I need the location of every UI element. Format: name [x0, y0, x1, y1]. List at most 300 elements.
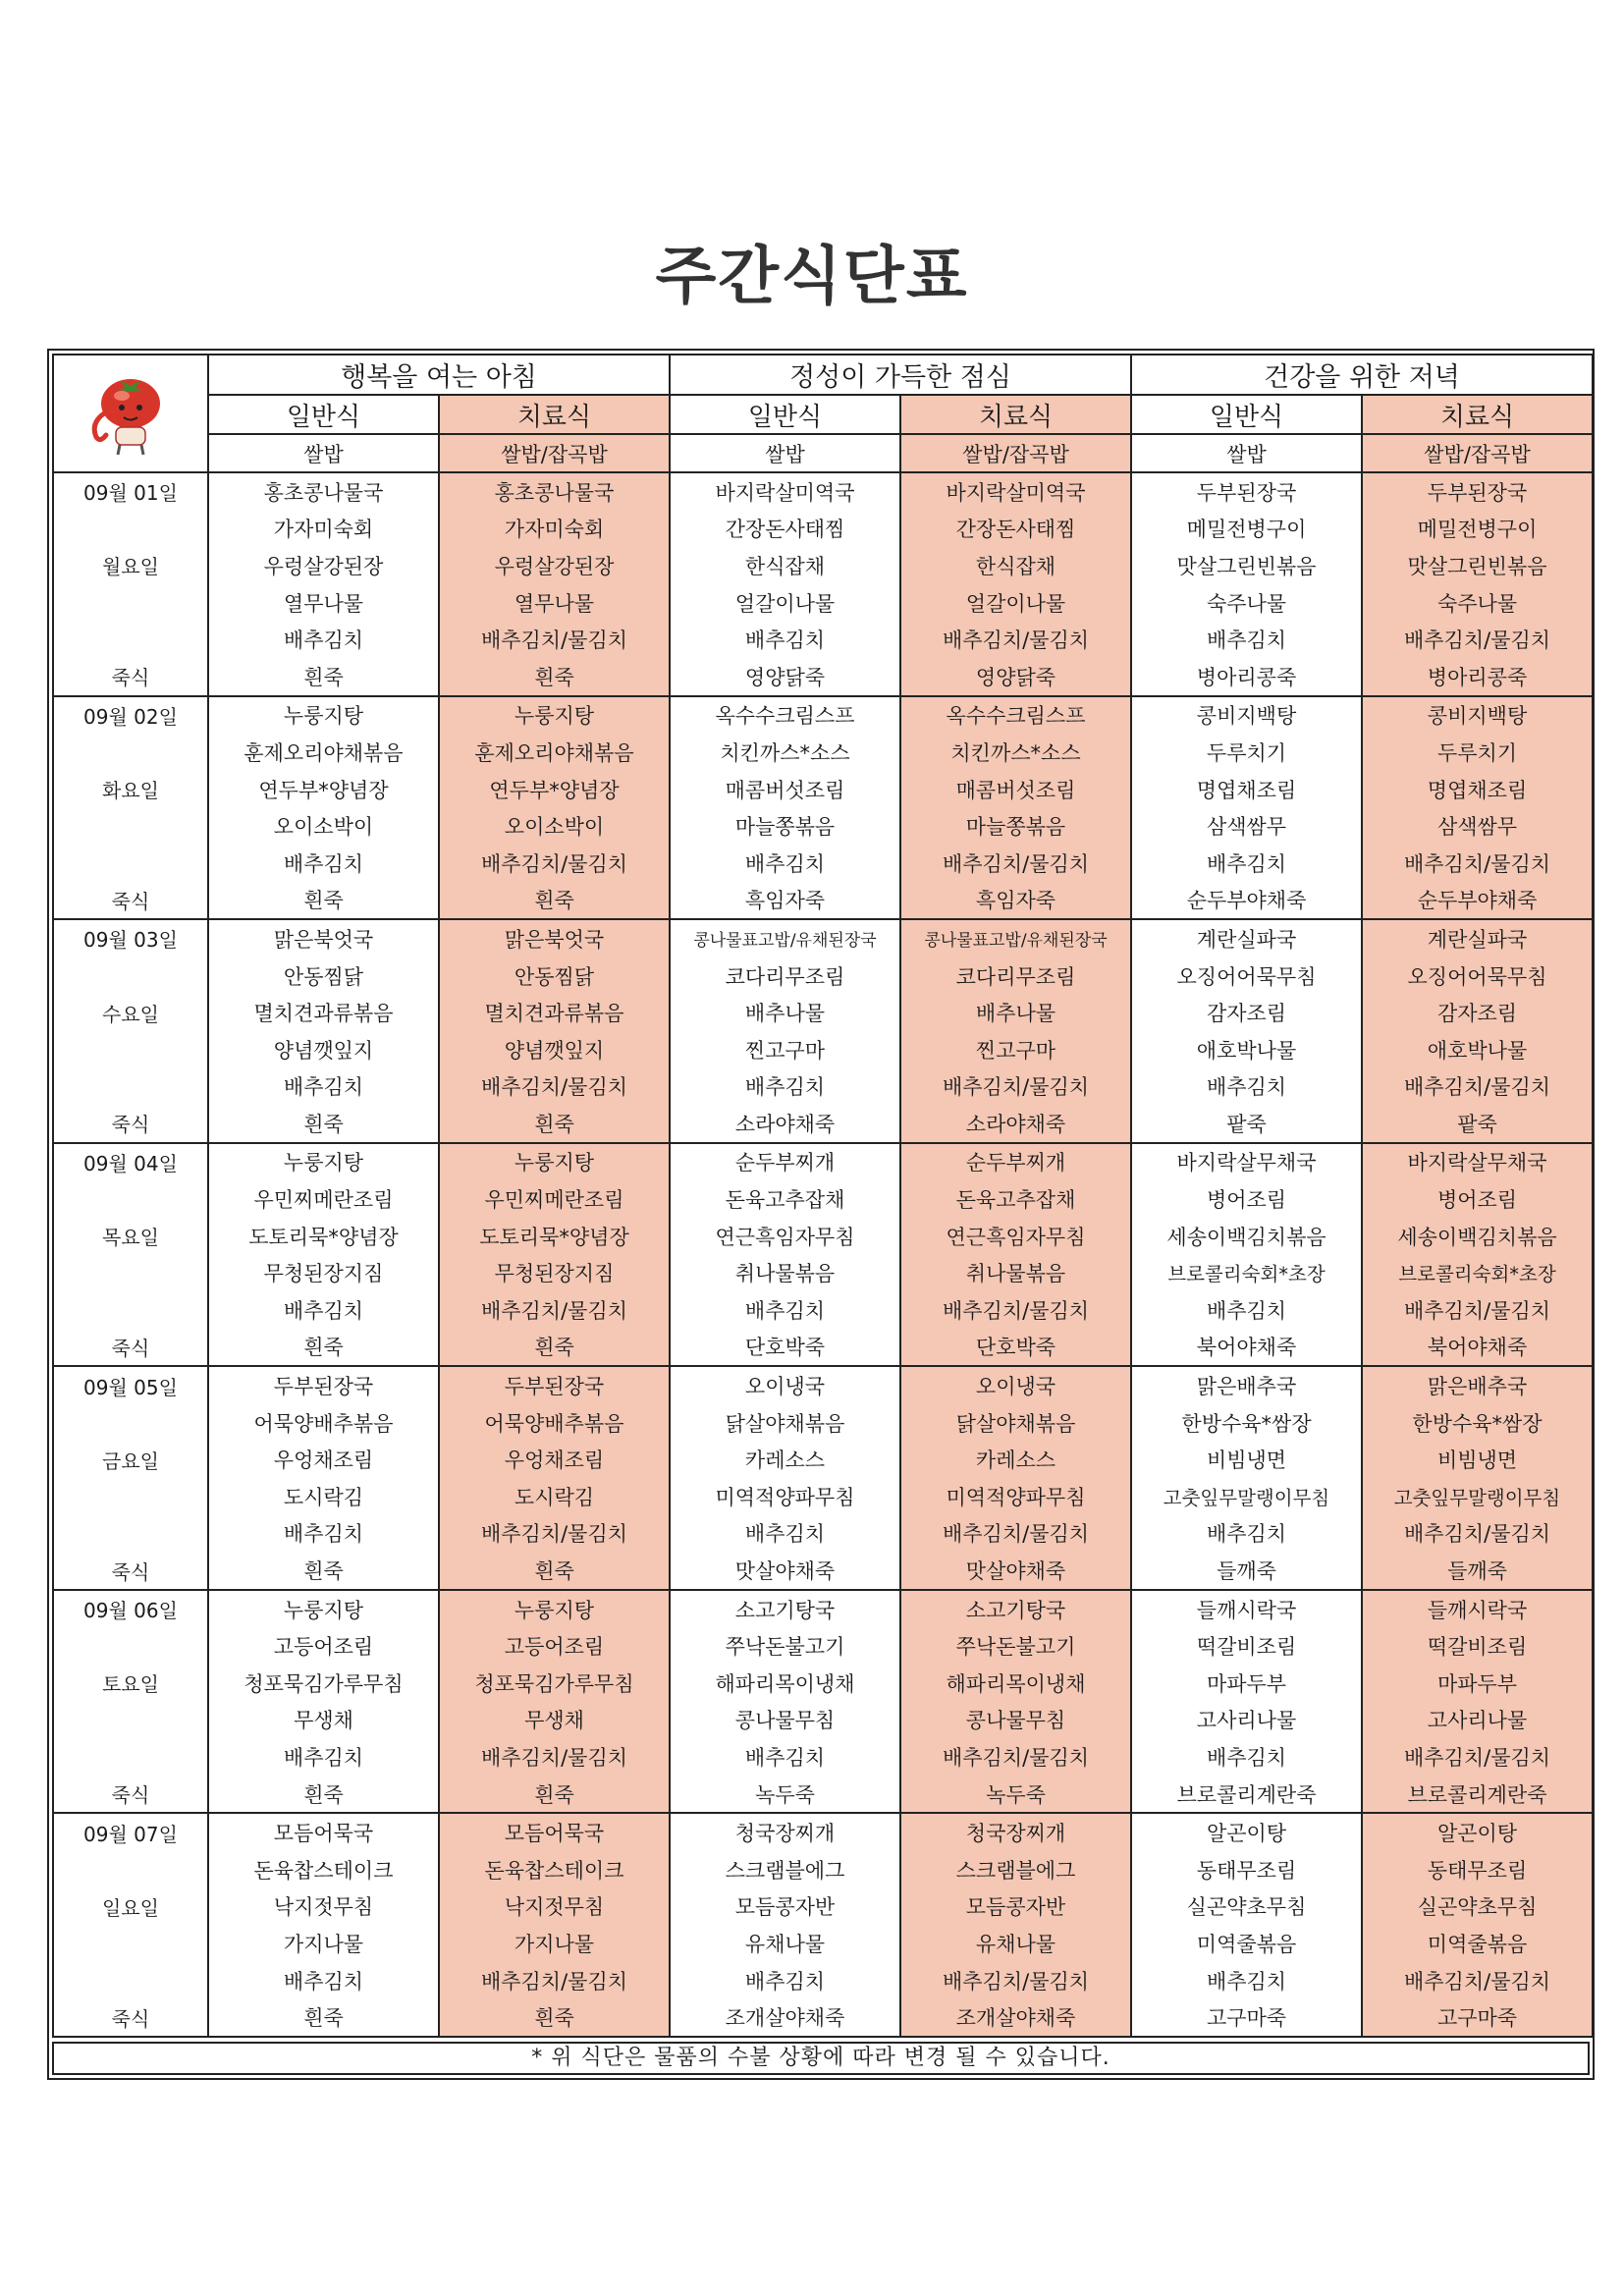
menu-item: 영양닭죽	[900, 658, 1131, 696]
menu-item: 배추김치/물김치	[439, 621, 670, 658]
menu-item: 북어야채죽	[1131, 1329, 1362, 1367]
date-cell-empty	[53, 1404, 208, 1442]
menu-item: 배추김치/물김치	[900, 1291, 1131, 1329]
menu-item: 모듬콩자반	[900, 1888, 1131, 1926]
date-cell-empty	[53, 1254, 208, 1291]
menu-row	[53, 1515, 1593, 1553]
date-cell-empty	[53, 511, 208, 548]
menu-item: 마파두부	[1131, 1665, 1362, 1702]
menu-row	[53, 584, 1593, 622]
menu-item: 브로콜리계란죽	[1362, 1776, 1593, 1814]
menu-row	[53, 1366, 1593, 1404]
menu-item: 배추김치/물김치	[1362, 1738, 1593, 1776]
menu-item: 양념깻잎지	[208, 1031, 439, 1068]
menu-item: 찐고구마	[900, 1031, 1131, 1068]
menu-item: 계란실파국	[1131, 919, 1362, 957]
menu-item: 매콤버섯조림	[670, 771, 900, 808]
menu-item: 배추김치/물김치	[900, 1068, 1131, 1106]
menu-item: 맑은북엇국	[439, 919, 670, 957]
date-cell-empty	[53, 1962, 208, 1999]
menu-item: 무청된장지짐	[439, 1254, 670, 1291]
menu-item: 북어야채죽	[1362, 1329, 1593, 1367]
menu-item: 맛살그린빈볶음	[1131, 547, 1362, 584]
menu-item: 흰죽	[208, 658, 439, 696]
menu-item: 세송이백김치볶음	[1362, 1218, 1593, 1255]
menu-item: 스크램블에그	[900, 1851, 1131, 1888]
menu-item: 배추김치/물김치	[1362, 1291, 1593, 1329]
porridge-label: 죽식	[53, 1329, 208, 1367]
menu-item: 브로콜리계란죽	[1131, 1776, 1362, 1814]
dinner-therapy-rice: 쌀밥/잡곡밥	[1362, 434, 1593, 472]
menu-item: 숙주나물	[1362, 584, 1593, 622]
menu-item: 메밀전병구이	[1131, 511, 1362, 548]
menu-item: 두루치기	[1362, 734, 1593, 771]
date-cell-empty	[53, 1515, 208, 1553]
date-cell-empty	[53, 1851, 208, 1888]
menu-item: 누룽지탕	[208, 696, 439, 735]
menu-row	[53, 1441, 1593, 1478]
menu-item: 배추김치/물김치	[900, 1738, 1131, 1776]
menu-item: 콩나물표고밥/유채된장국	[670, 919, 900, 957]
menu-item: 무생채	[208, 1702, 439, 1739]
menu-item: 팥죽	[1362, 1105, 1593, 1143]
menu-item: 돈육고추잡채	[900, 1180, 1131, 1218]
menu-item: 흑임자죽	[670, 882, 900, 920]
menu-item: 배추김치	[208, 1738, 439, 1776]
menu-item: 코다리무조림	[900, 957, 1131, 995]
date-cell-empty	[53, 1031, 208, 1068]
date-cell-empty	[53, 1180, 208, 1218]
menu-item: 흰죽	[439, 882, 670, 920]
menu-row	[53, 1068, 1593, 1106]
menu-item: 마늘쫑볶음	[670, 807, 900, 845]
menu-item: 도시락김	[439, 1478, 670, 1515]
menu-item: 무생채	[439, 1702, 670, 1739]
day-block	[53, 1590, 1593, 1814]
breakfast-therapy-rice: 쌀밥/잡곡밥	[439, 434, 670, 472]
menu-item: 가지나물	[208, 1925, 439, 1962]
menu-item: 배추김치	[670, 1738, 900, 1776]
menu-item: 배추김치	[1131, 1738, 1362, 1776]
menu-row	[53, 547, 1593, 584]
menu-item: 흰죽	[208, 1998, 439, 2037]
menu-row	[53, 1254, 1593, 1291]
menu-item: 배추김치/물김치	[900, 845, 1131, 882]
menu-item: 매콤버섯조림	[900, 771, 1131, 808]
menu-item: 브로콜리숙회*초장	[1131, 1254, 1362, 1291]
menu-item: 홍초콩나물국	[208, 472, 439, 511]
menu-item: 고등어조림	[208, 1627, 439, 1665]
menu-item: 오징어어묵무침	[1362, 957, 1593, 995]
menu-item: 배추김치/물김치	[439, 1068, 670, 1106]
menu-item: 고등어조림	[439, 1627, 670, 1665]
menu-item: 누룽지탕	[439, 1143, 670, 1181]
menu-item: 낙지젓무침	[208, 1888, 439, 1926]
menu-item: 연근흑임자무침	[670, 1218, 900, 1255]
menu-item: 조개살야채죽	[670, 1998, 900, 2037]
breakfast-general-header: 일반식	[208, 395, 439, 434]
menu-item: 도시락김	[208, 1478, 439, 1515]
day-date: 09월 06일	[53, 1590, 208, 1628]
date-cell-empty	[53, 584, 208, 622]
menu-item: 삼색쌈무	[1131, 807, 1362, 845]
menu-item: 무청된장지짐	[208, 1254, 439, 1291]
menu-item: 두부된장국	[208, 1366, 439, 1404]
day-block	[53, 1143, 1593, 1367]
tomato-mascot-icon	[77, 364, 185, 459]
menu-row	[53, 1851, 1593, 1888]
menu-item: 바지락살무채국	[1131, 1143, 1362, 1181]
menu-item: 안동찜닭	[208, 957, 439, 995]
lunch-therapy-rice: 쌀밥/잡곡밥	[900, 434, 1131, 472]
menu-item: 들깨죽	[1362, 1552, 1593, 1590]
menu-item: 누룽지탕	[208, 1590, 439, 1628]
menu-item: 소라야채죽	[900, 1105, 1131, 1143]
porridge-label: 죽식	[53, 1105, 208, 1143]
menu-item: 명엽채조림	[1131, 771, 1362, 808]
date-cell-empty	[53, 1291, 208, 1329]
menu-item: 병어조림	[1131, 1180, 1362, 1218]
menu-item: 메밀전병구이	[1362, 511, 1593, 548]
menu-item: 도토리묵*양념장	[208, 1218, 439, 1255]
menu-item: 배추김치	[208, 621, 439, 658]
menu-item: 치킨까스*소스	[670, 734, 900, 771]
menu-item: 숙주나물	[1131, 584, 1362, 622]
menu-item: 명엽채조림	[1362, 771, 1593, 808]
menu-row	[53, 1702, 1593, 1739]
menu-item: 흰죽	[208, 882, 439, 920]
menu-item: 흰죽	[439, 1329, 670, 1367]
menu-item: 배추김치/물김치	[1362, 845, 1593, 882]
menu-item: 계란실파국	[1362, 919, 1593, 957]
menu-row	[53, 1478, 1593, 1515]
menu-item: 배추김치/물김치	[439, 845, 670, 882]
menu-item: 양념깻잎지	[439, 1031, 670, 1068]
menu-item: 연근흑임자무침	[900, 1218, 1131, 1255]
menu-row	[53, 658, 1593, 696]
day-weekday: 화요일	[53, 771, 208, 808]
menu-item: 들깨죽	[1131, 1552, 1362, 1590]
menu-item: 미역적양파무침	[670, 1478, 900, 1515]
menu-item: 흰죽	[208, 1105, 439, 1143]
menu-row	[53, 1738, 1593, 1776]
menu-row	[53, 1218, 1593, 1255]
menu-item: 닭살야채볶음	[900, 1404, 1131, 1442]
day-date: 09월 05일	[53, 1366, 208, 1404]
menu-item: 들깨시락국	[1362, 1590, 1593, 1628]
menu-item: 배추김치	[1131, 621, 1362, 658]
menu-item: 닭살야채볶음	[670, 1404, 900, 1442]
menu-item: 어묵양배추볶음	[208, 1404, 439, 1442]
date-cell-empty	[53, 621, 208, 658]
menu-item: 알곤이탕	[1131, 1813, 1362, 1851]
menu-item: 실곤약초무침	[1362, 1888, 1593, 1926]
menu-header	[53, 355, 1593, 472]
menu-item: 애호박나물	[1131, 1031, 1362, 1068]
menu-item: 배추김치	[670, 1962, 900, 1999]
menu-item: 맛살야채죽	[900, 1552, 1131, 1590]
day-weekday: 토요일	[53, 1665, 208, 1702]
menu-item: 훈제오리야채볶음	[208, 734, 439, 771]
menu-item: 콩비지백탕	[1131, 696, 1362, 735]
weekly-menu-frame	[47, 349, 1595, 2080]
menu-item: 어묵양배추볶음	[439, 1404, 670, 1442]
lunch-header: 정성이 가득한 점심	[670, 355, 1131, 395]
menu-item: 홍초콩나물국	[439, 472, 670, 511]
menu-item: 영양닭죽	[670, 658, 900, 696]
date-cell-empty	[53, 1702, 208, 1739]
menu-item: 안동찜닭	[439, 957, 670, 995]
menu-item: 두부된장국	[439, 1366, 670, 1404]
menu-item: 해파리목이냉채	[670, 1665, 900, 1702]
menu-item: 소라야채죽	[670, 1105, 900, 1143]
menu-item: 도토리묵*양념장	[439, 1218, 670, 1255]
breakfast-therapy-header: 치료식	[439, 395, 670, 434]
menu-item: 돈육찹스테이크	[439, 1851, 670, 1888]
weekly-menu-table	[52, 354, 1594, 2038]
menu-item: 흰죽	[439, 1105, 670, 1143]
menu-item: 두부된장국	[1131, 472, 1362, 511]
menu-item: 흰죽	[439, 1552, 670, 1590]
menu-item: 배추김치/물김치	[1362, 1515, 1593, 1553]
menu-item: 흰죽	[208, 1776, 439, 1814]
menu-item: 열무나물	[208, 584, 439, 622]
menu-item: 조개살야채죽	[900, 1998, 1131, 2037]
day-block	[53, 472, 1593, 696]
menu-row	[53, 771, 1593, 808]
menu-item: 연두부*양념장	[439, 771, 670, 808]
menu-item: 들깨시락국	[1131, 1590, 1362, 1628]
menu-item: 돈육찹스테이크	[208, 1851, 439, 1888]
menu-item: 오이소박이	[439, 807, 670, 845]
menu-item: 콩비지백탕	[1362, 696, 1593, 735]
menu-item: 흰죽	[208, 1329, 439, 1367]
menu-item: 돈육고추잡채	[670, 1180, 900, 1218]
menu-item: 감자조림	[1362, 994, 1593, 1031]
menu-item: 간장돈사태찜	[670, 511, 900, 548]
menu-item: 카레소스	[900, 1441, 1131, 1478]
menu-item: 유채나물	[670, 1925, 900, 1962]
date-cell-empty	[53, 1478, 208, 1515]
menu-item: 고구마죽	[1362, 1998, 1593, 2037]
lunch-therapy-header: 치료식	[900, 395, 1131, 434]
menu-item: 우민찌메란조림	[208, 1180, 439, 1218]
porridge-label: 죽식	[53, 1552, 208, 1590]
menu-item: 우엉채조림	[208, 1441, 439, 1478]
menu-item: 세송이백김치볶음	[1131, 1218, 1362, 1255]
day-date: 09월 03일	[53, 919, 208, 957]
page-title: 주간식단표	[655, 241, 969, 313]
menu-item: 배추김치/물김치	[1362, 621, 1593, 658]
menu-item: 콩나물무침	[670, 1702, 900, 1739]
menu-item: 비빔냉면	[1131, 1441, 1362, 1478]
menu-item: 흰죽	[208, 1552, 439, 1590]
menu-item: 배추나물	[670, 994, 900, 1031]
lunch-general-header: 일반식	[670, 395, 900, 434]
dinner-general-header: 일반식	[1131, 395, 1362, 434]
menu-item: 취나물볶음	[900, 1254, 1131, 1291]
menu-item: 배추김치/물김치	[900, 1515, 1131, 1553]
menu-item: 청포묵김가루무침	[439, 1665, 670, 1702]
menu-item: 쭈낙돈불고기	[670, 1627, 900, 1665]
menu-item: 바지락살미역국	[670, 472, 900, 511]
menu-row	[53, 1105, 1593, 1143]
menu-item: 가자미숙회	[439, 511, 670, 548]
menu-item: 배추김치	[1131, 1515, 1362, 1553]
menu-row	[53, 1925, 1593, 1962]
date-cell-empty	[53, 807, 208, 845]
menu-item: 순두부찌개	[900, 1143, 1131, 1181]
menu-item: 배추김치	[208, 1068, 439, 1106]
menu-item: 흰죽	[439, 1776, 670, 1814]
day-block	[53, 1813, 1593, 2037]
menu-item: 모듬어묵국	[208, 1813, 439, 1851]
menu-item: 동태무조림	[1131, 1851, 1362, 1888]
day-weekday: 금요일	[53, 1441, 208, 1478]
date-cell-empty	[53, 1925, 208, 1962]
menu-item: 흰죽	[439, 1998, 670, 2037]
menu-row	[53, 1998, 1593, 2037]
menu-item: 청국장찌개	[900, 1813, 1131, 1851]
porridge-label: 죽식	[53, 1776, 208, 1814]
day-date: 09월 07일	[53, 1813, 208, 1851]
menu-item: 떡갈비조림	[1131, 1627, 1362, 1665]
menu-item: 맑은북엇국	[208, 919, 439, 957]
menu-row	[53, 994, 1593, 1031]
menu-item: 누룽지탕	[439, 696, 670, 735]
menu-item: 감자조림	[1131, 994, 1362, 1031]
menu-item: 치킨까스*소스	[900, 734, 1131, 771]
menu-row	[53, 1180, 1593, 1218]
menu-item: 오이냉국	[670, 1366, 900, 1404]
menu-item: 브로콜리숙회*초장	[1362, 1254, 1593, 1291]
menu-item: 배추김치	[1131, 845, 1362, 882]
menu-item: 동태무조림	[1362, 1851, 1593, 1888]
menu-item: 미역줄볶음	[1131, 1925, 1362, 1962]
dinner-general-rice: 쌀밥	[1131, 434, 1362, 472]
menu-item: 배추김치/물김치	[439, 1962, 670, 1999]
date-cell-empty	[53, 1627, 208, 1665]
menu-item: 배추김치	[670, 621, 900, 658]
menu-item: 소고기탕국	[900, 1590, 1131, 1628]
menu-item: 스크램블에그	[670, 1851, 900, 1888]
menu-row	[53, 845, 1593, 882]
menu-item: 마파두부	[1362, 1665, 1593, 1702]
menu-item: 콩나물표고밥/유채된장국	[900, 919, 1131, 957]
menu-item: 멸치견과류볶음	[439, 994, 670, 1031]
menu-item: 배추김치/물김치	[900, 1962, 1131, 1999]
menu-row	[53, 957, 1593, 995]
menu-item: 우렁살강된장	[208, 547, 439, 584]
menu-item: 고춧잎무말랭이무침	[1131, 1478, 1362, 1515]
menu-item: 취나물볶음	[670, 1254, 900, 1291]
dinner-header: 건강을 위한 저녁	[1131, 355, 1593, 395]
menu-item: 녹두죽	[900, 1776, 1131, 1814]
date-cell-empty	[53, 845, 208, 882]
menu-item: 코다리무조림	[670, 957, 900, 995]
menu-item: 비빔냉면	[1362, 1441, 1593, 1478]
menu-row	[53, 1665, 1593, 1702]
menu-item: 멸치견과류볶음	[208, 994, 439, 1031]
menu-item: 간장돈사태찜	[900, 511, 1131, 548]
menu-item: 배추김치	[208, 845, 439, 882]
menu-item: 흑임자죽	[900, 882, 1131, 920]
menu-item: 배추김치	[208, 1291, 439, 1329]
menu-item: 순두부야채죽	[1362, 882, 1593, 920]
menu-item: 배추김치	[208, 1515, 439, 1553]
day-weekday: 수요일	[53, 994, 208, 1031]
menu-item: 얼갈이나물	[670, 584, 900, 622]
menu-item: 우렁살강된장	[439, 547, 670, 584]
menu-item: 찐고구마	[670, 1031, 900, 1068]
menu-row	[53, 1590, 1593, 1628]
menu-item: 녹두죽	[670, 1776, 900, 1814]
menu-row	[53, 1627, 1593, 1665]
menu-item: 단호박죽	[900, 1329, 1131, 1367]
tomato-mascot-logo	[53, 355, 208, 472]
menu-item: 카레소스	[670, 1441, 900, 1478]
menu-row	[53, 882, 1593, 920]
menu-item: 미역적양파무침	[900, 1478, 1131, 1515]
menu-item: 배추김치	[670, 1291, 900, 1329]
menu-item: 배추김치/물김치	[900, 621, 1131, 658]
dinner-therapy-header: 치료식	[1362, 395, 1593, 434]
menu-item: 고사리나물	[1131, 1702, 1362, 1739]
menu-item: 모듬콩자반	[670, 1888, 900, 1926]
menu-item: 배추김치/물김치	[439, 1515, 670, 1553]
menu-row	[53, 696, 1593, 735]
menu-row	[53, 1962, 1593, 1999]
menu-row	[53, 621, 1593, 658]
menu-row	[53, 1888, 1593, 1926]
menu-row	[53, 1776, 1593, 1814]
day-weekday: 일요일	[53, 1888, 208, 1926]
menu-item: 배추김치	[1131, 1068, 1362, 1106]
porridge-label: 죽식	[53, 882, 208, 920]
menu-item: 순두부찌개	[670, 1143, 900, 1181]
menu-item: 고춧잎무말랭이무침	[1362, 1478, 1593, 1515]
day-block	[53, 919, 1593, 1143]
menu-item: 배추김치	[1131, 1962, 1362, 1999]
menu-item: 한식잡채	[900, 547, 1131, 584]
menu-row	[53, 1552, 1593, 1590]
menu-item: 우엉채조림	[439, 1441, 670, 1478]
menu-item: 낙지젓무침	[439, 1888, 670, 1926]
menu-item: 오이냉국	[900, 1366, 1131, 1404]
menu-item: 흰죽	[439, 658, 670, 696]
menu-item: 가자미숙회	[208, 511, 439, 548]
day-date: 09월 01일	[53, 472, 208, 511]
menu-item: 배추김치	[670, 1068, 900, 1106]
menu-item: 배추김치	[670, 845, 900, 882]
day-weekday: 목요일	[53, 1218, 208, 1255]
menu-item: 바지락살미역국	[900, 472, 1131, 511]
day-date: 09월 02일	[53, 696, 208, 735]
menu-row	[53, 1031, 1593, 1068]
menu-item: 고구마죽	[1131, 1998, 1362, 2037]
menu-row	[53, 511, 1593, 548]
menu-item: 훈제오리야채볶음	[439, 734, 670, 771]
menu-item: 떡갈비조림	[1362, 1627, 1593, 1665]
menu-row	[53, 472, 1593, 511]
menu-item: 해파리목이냉채	[900, 1665, 1131, 1702]
menu-item: 배추김치	[670, 1515, 900, 1553]
menu-item: 배추나물	[900, 994, 1131, 1031]
menu-item: 배추김치	[1131, 1291, 1362, 1329]
menu-item: 오징어어묵무침	[1131, 957, 1362, 995]
day-weekday: 월요일	[53, 547, 208, 584]
date-cell-empty	[53, 1068, 208, 1106]
